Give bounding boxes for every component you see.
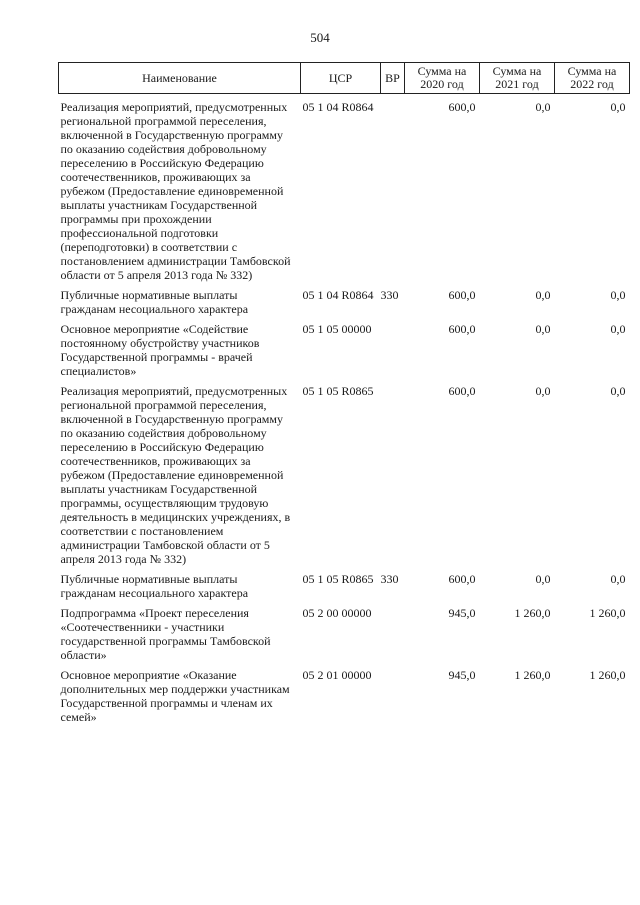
budget-table	[58, 62, 630, 724]
row-csr: 05 2 00 00000	[302, 606, 372, 620]
row-sum-2020: 600,0	[448, 100, 476, 114]
header-vr: ВР	[381, 63, 405, 94]
row-name: Реализация мероприятий, предусмотренных региональной программой переселения, включенной в Государственную программу по оказанию содействия добровольному переселению в Российскую Федерацию соотечественников, проживающих за рубежом (Предоставление единовременной выплаты участникам Государственной программы, осуществляющим трудовую деятельность в медицинских учреждениях, в соответствии с постановлением администрации Тамбовской области от 5 апреля 2013 года № 332)	[60, 384, 291, 566]
row-csr: 05 1 05 00000	[302, 322, 372, 336]
table-row	[59, 100, 630, 282]
row-csr: 05 1 05 R0865	[302, 572, 374, 586]
row-sum-2022: 0,0	[610, 384, 626, 398]
row-csr: 05 1 04 R0864	[302, 288, 374, 302]
table-body	[59, 94, 630, 725]
row-sum-2020: 600,0	[448, 288, 476, 302]
row-sum-2022: 1 260,0	[589, 668, 626, 682]
row-sum-2022: 0,0	[610, 572, 626, 586]
row-vr: 330	[380, 572, 399, 586]
row-vr: 330	[380, 288, 399, 302]
row-csr: 05 1 04 R0864	[302, 100, 374, 114]
row-name: Реализация мероприятий, предусмотренных региональной программой переселения, включенной в Государственную программу по оказанию содействия добровольному переселению в Российскую Федерацию соотечественников, проживающих за рубежом (Предоставление единовременной выплаты участникам Государственной программы при прохождении профессиональной подготовки (переподготовки) в соответствии с постановлением администрации Тамбовской области от 5 апреля 2013 года № 332)	[60, 100, 291, 282]
row-sum-2020: 945,0	[448, 668, 476, 682]
row-sum-2021: 0,0	[535, 322, 551, 336]
row-name: Публичные нормативные выплаты гражданам несоциального характера	[60, 288, 249, 316]
row-sum-2021: 0,0	[535, 572, 551, 586]
header-sum-2022: Сумма на 2022 год	[555, 63, 630, 94]
row-name: Подпрограмма «Проект переселения «Соотечественники - участники государственной программы Тамбовской области»	[60, 606, 271, 662]
row-csr: 05 1 05 R0865	[302, 384, 374, 398]
header-name: Наименование	[59, 63, 301, 94]
table-row	[59, 606, 630, 662]
row-sum-2021: 1 260,0	[514, 668, 551, 682]
header-csr: ЦСР	[301, 63, 381, 94]
table-row	[59, 288, 630, 316]
row-vr	[381, 322, 405, 378]
row-sum-2020: 945,0	[448, 606, 476, 620]
row-vr	[381, 384, 405, 566]
row-sum-2021: 0,0	[535, 100, 551, 114]
row-sum-2021: 0,0	[535, 384, 551, 398]
row-vr	[381, 668, 405, 724]
table-row	[59, 668, 630, 724]
row-sum-2021: 0,0	[535, 288, 551, 302]
row-sum-2022: 1 260,0	[589, 606, 626, 620]
table-row	[59, 572, 630, 600]
row-name: Публичные нормативные выплаты гражданам несоциального характера	[60, 572, 249, 600]
table-header	[59, 63, 630, 94]
row-sum-2022: 0,0	[610, 322, 626, 336]
table-row	[59, 322, 630, 378]
header-sum-2020: Сумма на 2020 год	[405, 63, 480, 94]
row-name: Основное мероприятие «Содействие постоянному обустройству участников Государственной программы - врачей специалистов»	[60, 322, 260, 378]
table-row	[59, 384, 630, 566]
header-sum-2021: Сумма на 2021 год	[480, 63, 555, 94]
row-sum-2022: 0,0	[610, 100, 626, 114]
row-sum-2020: 600,0	[448, 322, 476, 336]
row-sum-2022: 0,0	[610, 288, 626, 302]
row-vr	[381, 606, 405, 662]
row-sum-2020: 600,0	[448, 572, 476, 586]
row-vr	[381, 100, 405, 282]
row-name: Основное мероприятие «Оказание дополнительных мер поддержки участникам Государственной программы и членам их семей»	[60, 668, 290, 724]
page-number: 504	[310, 30, 330, 45]
row-sum-2020: 600,0	[448, 384, 476, 398]
row-csr: 05 2 01 00000	[302, 668, 372, 682]
row-sum-2021: 1 260,0	[514, 606, 551, 620]
